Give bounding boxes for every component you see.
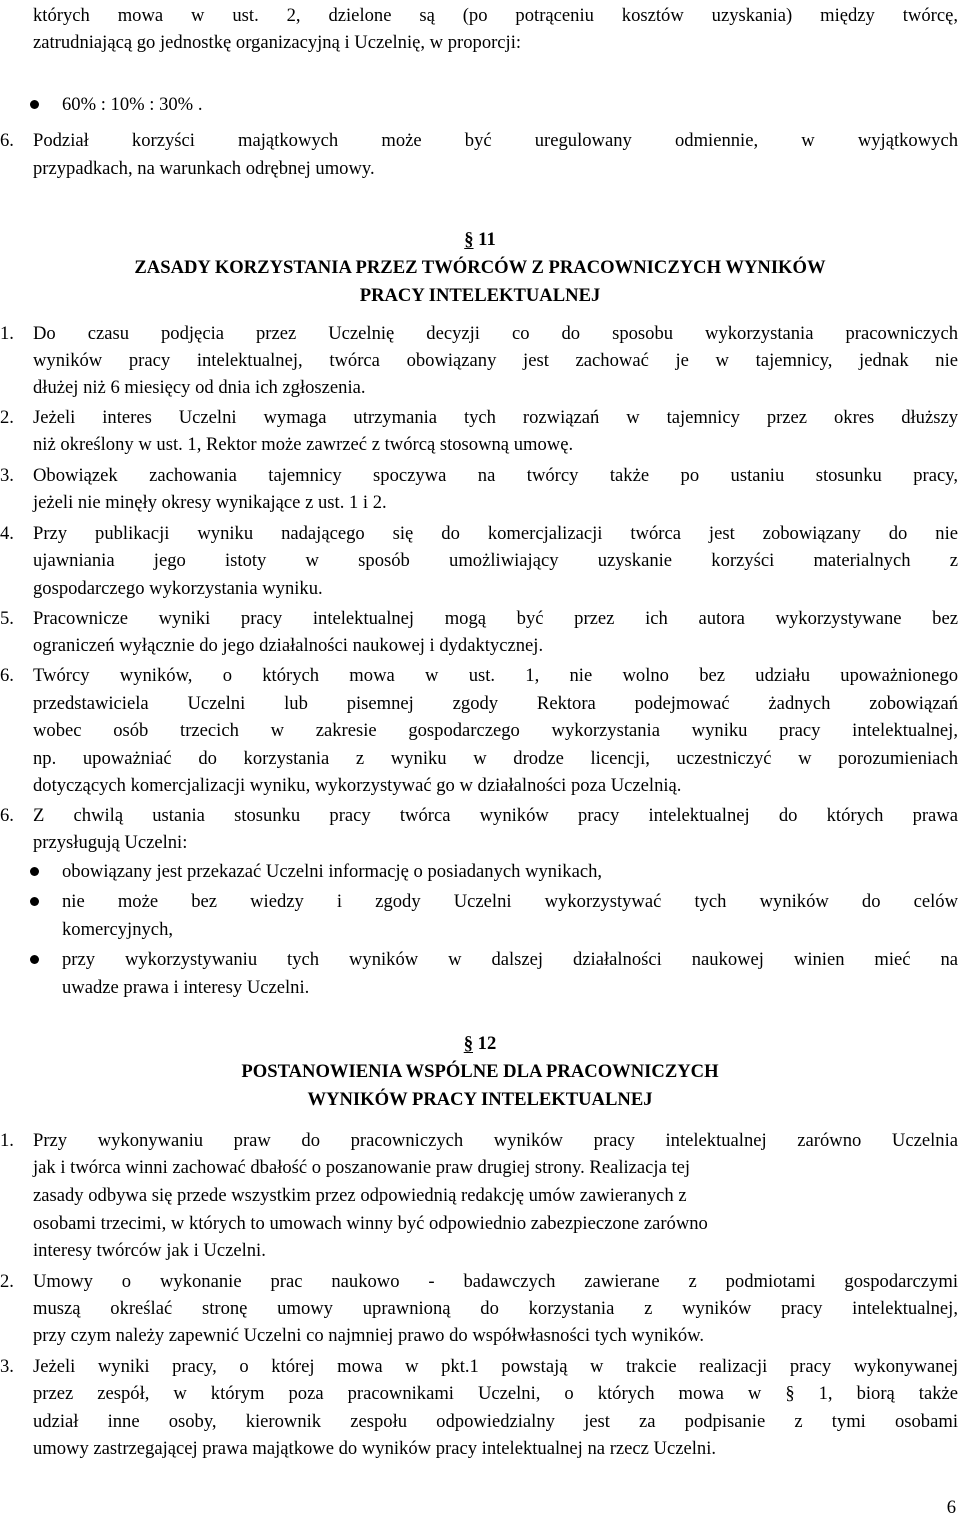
text-line: wyników pracy intelektualnej, twórca obowiązany jest zachować je w tajemnicy, jednak nie — [33, 350, 958, 371]
section-11-title: ZASADY KORZYSTANIA PRZEZ TWÓRCÓW Z PRACOWNICZYCH WYNIKÓW — [134, 257, 826, 278]
text-line: przedstawiciela Uczelni lub pisemnej zgody Rektora podejmować żadnych zobowiązań — [33, 693, 958, 714]
bullet-text: uwadze prawa i interesy Uczelni. — [62, 977, 310, 998]
bullet-icon — [30, 955, 39, 964]
item-number: 2. — [0, 407, 14, 428]
text-line: Do czasu podjęcia przez Uczelnię decyzji co do sposobu wykorzystania pracowniczych — [33, 323, 958, 344]
item-number: 2. — [0, 1271, 14, 1292]
text-line: przez zespół, w którym poza pracownikami Uczelni, o których mowa w § 1, biorą także — [33, 1383, 958, 1404]
section-12-title: WYNIKÓW PRACY INTELEKTUALNEJ — [307, 1089, 653, 1110]
text-line: ujawniania jego istoty w sposób umożliwiający uzyskanie korzyści materialnych z — [33, 550, 958, 571]
text-line: wobec osób trzecich w zakresie gospodarczego wykorzystania wyniku pracy intelektualnej, — [33, 720, 958, 741]
text-line: Umowy o wykonanie prac naukowo - badawczych zawierane z podmiotami gospodarczymi — [33, 1271, 958, 1292]
bullet-icon — [30, 897, 39, 906]
text-line: umowy zastrzegającej prawa majątkowe do wyników pracy intelektualnej na rzecz Uczelni. — [33, 1438, 717, 1459]
section-11-title: PRACY INTELEKTUALNEJ — [359, 285, 601, 306]
bullet-text: nie może bez wiedzy i zgody Uczelni wykorzystywać tych wyników do celów — [62, 891, 958, 912]
text-line: ograniczeń wyłącznie do jego działalności naukowej i dydaktycznej. — [33, 635, 544, 656]
section-symbol: § — [463, 1033, 474, 1054]
text-line: przysługują Uczelni: — [33, 832, 188, 853]
item-number: 3. — [0, 465, 14, 486]
section-11-number: § 11 — [464, 229, 496, 250]
text-line: Obowiązek zachowania tajemnicy spoczywa na twórcy także po ustaniu stosunku pracy, — [33, 465, 958, 486]
bullet-text: obowiązany jest przekazać Uczelni informację o posiadanych wynikach, — [62, 861, 603, 882]
text-line: Przy publikacji wyniku nadającego się do komercjalizacji twórca jest zobowiązany do nie — [33, 523, 958, 544]
text-line: przypadkach, na warunkach odrębnej umowy. — [33, 158, 375, 179]
item-number: 1. — [0, 1130, 14, 1151]
text-line: jeżeli nie minęły okresy wynikające z ust. 1 i 2. — [33, 492, 387, 513]
item-number: 1. — [0, 323, 14, 344]
text-line: których mowa w ust. 2, dzielone są (po potrąceniu kosztów uzyskania) między twórcę, — [33, 5, 958, 26]
bullet-text: komercyjnych, — [62, 919, 174, 940]
ratio-bullet: 60% : 10% : 30% . — [62, 94, 203, 115]
text-line: Pracownicze wyniki pracy intelektualnej mogą być przez ich autora wykorzystywane bez — [33, 608, 958, 629]
section-12-number: § 12 — [463, 1033, 497, 1054]
text-line: niż określony w ust. 1, Rektor może zawrzeć z twórcą stosowną umowę. — [33, 434, 574, 455]
text-line: Podział korzyści majątkowych może być uregulowany odmiennie, w wyjątkowych — [33, 130, 958, 151]
text-line: przy czym należy zapewnić Uczelni co najmniej prawo do współwłasności tych wyników. — [33, 1325, 705, 1346]
text-line: gospodarczego wykorzystania wyniku. — [33, 578, 323, 599]
bullet-icon — [30, 100, 39, 109]
bullet-icon — [30, 867, 39, 876]
section-symbol: § — [464, 229, 474, 250]
text-line: jak i twórca winni zachować dbałość o poszanowanie praw drugiej strony. Realizacja tej — [33, 1157, 691, 1178]
item-number: 3. — [0, 1356, 14, 1377]
text-line: zasady odbywa się przede wszystkim przez odpowiednią redakcję umów zawieranych z — [33, 1185, 687, 1206]
item-number: 6. — [0, 665, 14, 686]
text-line: udział inne osoby, kierownik zespołu odpowiedzialny jest za podpisanie z tymi osobami — [33, 1411, 958, 1432]
item-number: 6. — [0, 130, 14, 151]
item-number: 5. — [0, 608, 14, 629]
text-line: dotyczących komercjalizacji wyniku, wykorzystywać go w działalności poza Uczelnią. — [33, 775, 682, 796]
text-line: Jeżeli interes Uczelni wymaga utrzymania tych rozwiązań w tajemnicy przez okres dłuższy — [33, 407, 958, 428]
item-number: 6. — [0, 805, 14, 826]
text-line: osobami trzecimi, w których to umowach winny być odpowiednio zabezpieczone zarówno — [33, 1213, 708, 1234]
text-line: np. upoważniać do korzystania z wyniku w drodze licencji, uczestniczyć w porozumieniach — [33, 748, 958, 769]
page-number: 6 — [946, 1497, 956, 1518]
text-line: interesy twórców jak i Uczelni. — [33, 1240, 266, 1261]
item-number: 4. — [0, 523, 14, 544]
text-line: Z chwilą ustania stosunku pracy twórca wyników pracy intelektualnej do których prawa — [33, 805, 958, 826]
text-line: Jeżeli wyniki pracy, o której mowa w pkt.1 powstają w trakcie realizacji pracy wykonywanej — [33, 1356, 958, 1377]
bullet-text: przy wykorzystywaniu tych wyników w dalszej działalności naukowej winien mieć na — [62, 949, 958, 970]
text-line: Przy wykonywaniu praw do pracowniczych wyników pracy intelektualnej zarówno Uczelnia — [33, 1130, 958, 1151]
text-line: dłużej niż 6 miesięcy od dnia ich zgłoszenia. — [33, 377, 366, 398]
section-12-title: POSTANOWIENIA WSPÓLNE DLA PRACOWNICZYCH — [241, 1061, 719, 1082]
text-line: muszą określać stronę umowy uprawnioną do korzystania z wyników pracy intelektualnej, — [33, 1298, 958, 1319]
text-line: zatrudniającą go jednostkę organizacyjną i Uczelnię, w proporcji: — [33, 32, 522, 53]
text-line: Twórcy wyników, o których mowa w ust. 1, nie wolno bez udziału upoważnionego — [33, 665, 958, 686]
